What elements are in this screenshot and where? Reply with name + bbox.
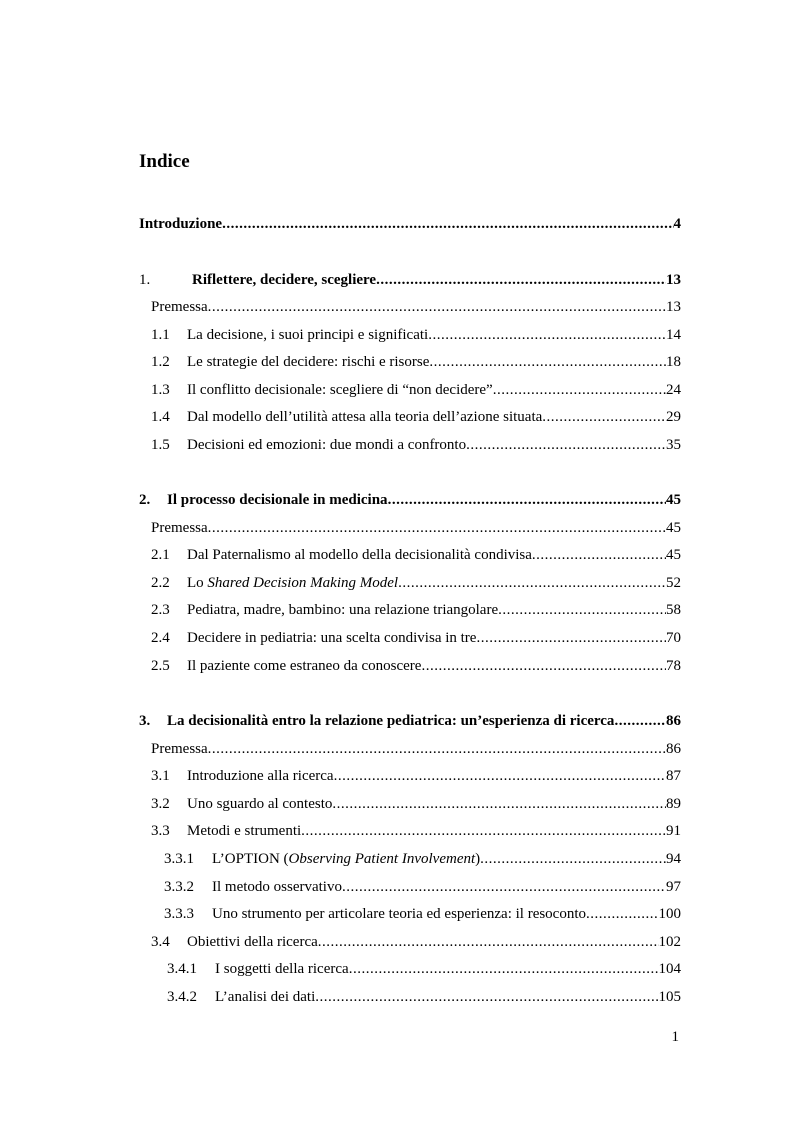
toc-entry-number: 2.1 (151, 547, 170, 563)
toc-entry-page: 29 (666, 409, 681, 425)
toc-entry-page: 45 (666, 547, 681, 563)
toc-entry-number: 1. (139, 272, 151, 288)
toc-entry-1-3[interactable] (151, 379, 681, 401)
toc-leader-dots (388, 489, 666, 511)
toc-entry-number: 2.4 (151, 630, 170, 646)
toc-entry-page: 105 (658, 989, 681, 1005)
toc-leader-dots (318, 931, 659, 953)
toc-entry-title: La decisione, i suoi principi e significati (187, 327, 429, 343)
toc-entry-title: Premessa (151, 299, 208, 315)
toc-entry-page: 91 (666, 823, 681, 839)
toc-entry-title: Obiettivi della ricerca (187, 934, 318, 950)
toc-entry-number: 3.3 (151, 823, 170, 839)
toc-entry-title: La decisionalità entro la relazione pediatrica: un’esperienza di ricerca (167, 713, 615, 729)
toc-entry-title: Decisioni ed emozioni: due mondi a confronto (187, 437, 467, 453)
toc-entry-number: 3.3.3 (164, 906, 194, 922)
toc-leader-dots (349, 958, 659, 980)
toc-title-italic: Shared Decision Making Model (207, 575, 399, 591)
toc-leader-dots (498, 599, 666, 621)
toc-entry-page: 78 (666, 658, 681, 674)
toc-entry-3-3-3[interactable] (164, 903, 681, 925)
toc-leader-dots (208, 296, 666, 318)
toc-entry-number: 1.2 (151, 354, 170, 370)
toc-entry-number: 3.3.1 (164, 851, 194, 867)
toc-title-italic: Observing Patient Involvement (288, 851, 476, 867)
toc-entry-page: 13 (666, 272, 681, 288)
toc-leader-dots (301, 820, 666, 842)
toc-entry-title: Uno strumento per articolare teoria ed esperienza: il resoconto (212, 906, 587, 922)
toc-entry-title: Introduzione (139, 216, 223, 232)
toc-entry-title: Il paziente come estraneo da conoscere (187, 658, 422, 674)
toc-entry-3-4-2[interactable] (167, 986, 681, 1008)
toc-entry-title: Dal modello dell’utilità attesa alla teoria dell’azione situata (187, 409, 543, 425)
toc-entry-2-1[interactable] (151, 544, 681, 566)
toc-entry-number: 3.3.2 (164, 879, 194, 895)
toc-entry-2-3[interactable] (151, 599, 681, 621)
toc-entry-page: 87 (666, 768, 681, 784)
toc-entry-introduzione[interactable] (139, 213, 681, 235)
toc-entry-page: 89 (666, 796, 681, 812)
toc-entry-title: I soggetti della ricerca (215, 961, 349, 977)
toc-title-suffix: ) (475, 851, 481, 867)
toc-entry-page: 52 (666, 575, 681, 591)
toc-leader-dots (332, 793, 666, 815)
toc-entry-page: 24 (666, 382, 681, 398)
toc-leader-dots (421, 655, 666, 677)
toc-entry-number: 2.2 (151, 575, 170, 591)
toc-entry-number: 1.4 (151, 409, 170, 425)
toc-leader-dots (614, 710, 666, 732)
toc-entry-page: 100 (658, 906, 681, 922)
toc-chapter-1[interactable] (139, 269, 681, 291)
toc-entry-number: 2.3 (151, 602, 170, 618)
toc-entry-title: Il processo decisionale in medicina (167, 492, 388, 508)
toc-entry-1-5[interactable] (151, 434, 681, 456)
toc-entry-3-3-1[interactable] (164, 848, 681, 870)
toc-leader-dots (208, 738, 666, 760)
toc-entry-page: 94 (666, 851, 681, 867)
toc-title-prefix: Lo (187, 575, 208, 591)
toc-leader-dots (376, 269, 666, 291)
toc-entry-title: Introduzione alla ricerca (187, 768, 334, 784)
toc-entry-title: Pediatra, madre, bambino: una relazione triangolare (187, 602, 499, 618)
toc-leader-dots (429, 351, 666, 373)
toc-entry-number: 3. (139, 713, 151, 729)
toc-leader-dots (532, 544, 666, 566)
toc-entry-premessa[interactable] (151, 296, 681, 318)
toc-entry-page: 4 (673, 216, 681, 232)
toc-entry-3-3-2[interactable] (164, 876, 681, 898)
toc-entry-title: Premessa (151, 520, 208, 536)
toc-entry-page: 102 (658, 934, 681, 950)
toc-entry-title: Riflettere, decidere, scegliere (192, 272, 377, 288)
toc-leader-dots (222, 213, 673, 235)
toc-entry-page: 45 (666, 520, 681, 536)
toc-entry-3-4-1[interactable] (167, 958, 681, 980)
toc-entry-page: 97 (666, 879, 681, 895)
toc-entry-1-2[interactable] (151, 351, 681, 373)
toc-entry-number: 3.4.1 (167, 961, 197, 977)
toc-leader-dots (493, 379, 666, 401)
toc-leader-dots (476, 627, 666, 649)
toc-leader-dots (398, 572, 666, 594)
toc-entry-title (212, 848, 480, 870)
toc-entry-number: 3.4 (151, 934, 170, 950)
page-title: Indice (139, 151, 190, 172)
toc-leader-dots (315, 986, 658, 1008)
toc-entry-title: Premessa (151, 741, 208, 757)
toc-leader-dots (428, 324, 666, 346)
toc-leader-dots (480, 848, 666, 870)
toc-leader-dots (542, 406, 666, 428)
toc-entry-3-4[interactable] (151, 931, 681, 953)
toc-entry-title: Metodi e strumenti (187, 823, 302, 839)
toc-entry-page: 86 (666, 713, 681, 729)
toc-entry-title: L’analisi dei dati (215, 989, 316, 1005)
toc-leader-dots (342, 876, 666, 898)
toc-entry-1-4[interactable] (151, 406, 681, 428)
toc-entry-title: Decidere in pediatria: una scelta condivisa in tre (187, 630, 477, 646)
toc-entry-3-3[interactable] (151, 820, 681, 842)
toc-entry-premessa[interactable] (151, 517, 681, 539)
toc-entry-title: Le strategie del decidere: rischi e risorse (187, 354, 430, 370)
toc-entry-3-1[interactable] (151, 765, 681, 787)
toc-entry-page: 45 (666, 492, 681, 508)
toc-leader-dots (334, 765, 666, 787)
toc-entry-number: 1.3 (151, 382, 170, 398)
toc-entry-premessa[interactable] (151, 738, 681, 760)
toc-entry-3-2[interactable] (151, 793, 681, 815)
toc-entry-number: 2. (139, 492, 151, 508)
toc-leader-dots (466, 434, 666, 456)
toc-entry-number: 1.1 (151, 327, 170, 343)
toc-entry-title (187, 572, 398, 594)
toc-entry-page: 35 (666, 437, 681, 453)
toc-chapter-3[interactable] (139, 710, 681, 732)
toc-entry-title: Il metodo osservativo (212, 879, 342, 895)
page-number: 1 (671, 1029, 679, 1045)
toc-title-prefix: L’OPTION ( (212, 851, 289, 867)
toc-entry-number: 3.2 (151, 796, 170, 812)
toc-leader-dots (586, 903, 658, 925)
toc-entry-page: 58 (666, 602, 681, 618)
toc-entry-number: 3.4.2 (167, 989, 197, 1005)
toc-entry-page: 18 (666, 354, 681, 370)
toc-entry-2-4[interactable] (151, 627, 681, 649)
toc-chapter-2[interactable] (139, 489, 681, 511)
toc-entry-title: Dal Paternalismo al modello della decisionalità condivisa (187, 547, 532, 563)
toc-entry-number: 1.5 (151, 437, 170, 453)
toc-entry-1-1[interactable] (151, 324, 681, 346)
toc-entry-2-2[interactable] (151, 572, 681, 594)
toc-entry-page: 104 (658, 961, 681, 977)
toc-entry-page: 14 (666, 327, 681, 343)
toc-entry-number: 2.5 (151, 658, 170, 674)
toc-entry-page: 70 (666, 630, 681, 646)
toc-entry-page: 86 (666, 741, 681, 757)
toc-entry-number: 3.1 (151, 768, 170, 784)
toc-entry-2-5[interactable] (151, 655, 681, 677)
toc-entry-title: Uno sguardo al contesto (187, 796, 333, 812)
toc-entry-page: 13 (666, 299, 681, 315)
toc-entry-title: Il conflitto decisionale: scegliere di “non decidere” (187, 382, 493, 398)
toc-leader-dots (208, 517, 666, 539)
